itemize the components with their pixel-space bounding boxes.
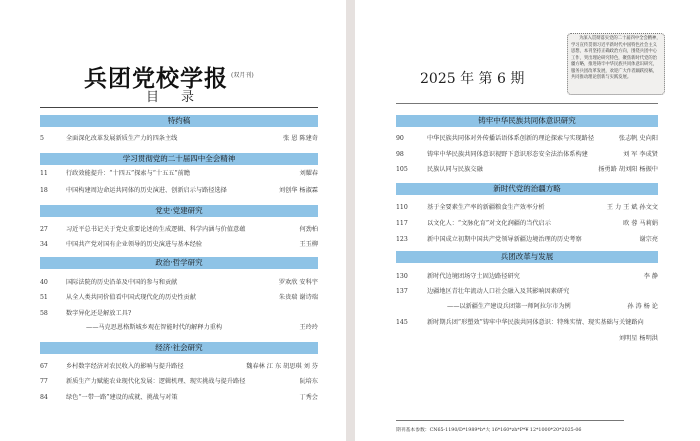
article-authors: 何劲柏 [299, 226, 318, 233]
toc-entry[interactable] [40, 293, 318, 303]
toc-entry[interactable] [396, 219, 658, 229]
article-authors: 刘创华 杨淑霖 [278, 187, 318, 194]
toc-entry[interactable] [396, 134, 658, 144]
toc-entry[interactable] [396, 203, 658, 213]
issue-label: 2025 年 第 6 期 [420, 71, 525, 87]
page-number: 84 [40, 394, 48, 401]
toc-entry[interactable] [396, 318, 658, 328]
right-page [355, 0, 700, 441]
article-authors: 刘明星 杨明洪 [618, 335, 658, 342]
section-header: 兵团改革与发展 [396, 251, 658, 263]
toc-entry[interactable] [396, 287, 658, 297]
article-title: 全面深化改革发展新质生产力的四条主线 [66, 135, 178, 142]
article-title: 中华民族共同体对外传播话语体系创新的理论探索与实现路径 [427, 135, 595, 142]
footer-params: 期刊基本参数：CN65-1190/D*1989*b*大 16*160*zh*P*¥ 12*1000*20*2025-06 [396, 428, 582, 433]
header-rule [40, 107, 318, 108]
article-authors: 张 恩 陈建奇 [283, 135, 318, 142]
page-number: 11 [40, 170, 48, 177]
article-authors: 张志帆 史向阳 [618, 135, 658, 142]
toc-entry[interactable] [40, 169, 318, 179]
toc-heading: 目录 [146, 90, 217, 105]
article-title: 中国共产党对国有企业领导的历史演进与基本经验 [66, 241, 203, 248]
article-title: 边疆地区青壮年流动人口社会融入及其影响因素研究 [427, 288, 570, 295]
article-authors: 谢宗亮 [639, 236, 658, 243]
article-authors: 王玲玲 [299, 324, 318, 331]
footer-rule [396, 420, 624, 421]
article-authors: 孙 涛 杨 论 [627, 303, 658, 310]
article-authors: 扬勇路 胡刘阳 杨振中 [598, 166, 658, 173]
page-number: 58 [40, 310, 48, 317]
article-title: 民族认同与民族交融 [427, 166, 483, 173]
article-authors: 刘耀春 [299, 170, 318, 177]
page-number: 90 [396, 135, 404, 142]
page-number: 40 [40, 279, 48, 286]
toc-entry[interactable] [396, 235, 658, 245]
section-header: 特约稿 [40, 115, 318, 127]
header-rule [396, 103, 658, 104]
page-number: 18 [40, 187, 48, 194]
article-authors: 魏春林 江 东 胡思琪 刘 芬 [246, 363, 318, 370]
left-page [0, 0, 346, 441]
article-authors: 阮培东 [299, 378, 318, 385]
article-title: 铸牢中华民族共同体意识视野下意识形态安全法治体系构建 [427, 151, 588, 158]
article-title: 新时代边境团场守土固边路径研究 [427, 273, 520, 280]
section-header: 新时代党的治疆方略 [396, 183, 658, 195]
toc-entry[interactable] [40, 225, 318, 235]
page-number: 51 [40, 294, 48, 301]
article-title: 行政效能提升：“十四五”探索与“十五五”前瞻 [66, 170, 191, 177]
toc-entry[interactable] [396, 302, 658, 312]
toc-entry[interactable] [40, 323, 318, 333]
page-number: 123 [396, 236, 408, 243]
article-title: 绿色“一带一路”建设的成就、挑战与对策 [66, 394, 178, 401]
article-authors: 李 静 [643, 273, 658, 280]
article-title: 中国构建周边命运共同体的历史演进、创新启示与路径选择 [66, 187, 227, 194]
toc-entry[interactable] [40, 309, 318, 319]
section-header: 经济·社会研究 [40, 342, 318, 354]
section-header: 铸牢中华民族共同体意识研究 [396, 115, 658, 127]
section-header: 政治·哲学研究 [40, 257, 318, 269]
toc-entry[interactable] [40, 362, 318, 372]
article-title: 从全人类共同价值看中国式现代化的历史性贡献 [66, 294, 196, 301]
page-number: 5 [40, 135, 44, 142]
section-header: 学习贯彻党的二十届四中全会精神 [40, 153, 318, 165]
article-authors: 丁秀会 [299, 394, 318, 401]
article-title: 新时期兵团“形塑效”铸牢中华民族共同体意识：特殊实情、现实基础与关键路向 [427, 319, 644, 326]
toc-entry[interactable] [40, 278, 318, 288]
toc-entry[interactable] [40, 134, 318, 144]
article-title: 数字异化还是解放工具? [66, 310, 132, 317]
page-number: 145 [396, 319, 408, 326]
page-number: 67 [40, 363, 48, 370]
article-title: 国际法院的历史沿革及中国的参与和贡献 [66, 279, 178, 286]
article-authors: 欧 蓉 马莉娟 [623, 220, 658, 227]
article-title: 新质生产力赋能农业现代化发展：逻辑机理、现实挑战与提升路径 [66, 378, 246, 385]
article-authors: 罗欢欣 安科宇 [278, 279, 318, 286]
page-number: 98 [396, 151, 404, 158]
page-number: 105 [396, 166, 408, 173]
page-number: 27 [40, 226, 48, 233]
section-header: 党史·党建研究 [40, 205, 318, 217]
article-title: 习近平总书记关于党史重要论述的生成逻辑、科学内涵与价值意蕴 [66, 226, 246, 233]
frequency-label: (双月刊) [231, 72, 254, 79]
article-title: 乡村数字经济对农民收入的影响与提升路径 [66, 363, 184, 370]
page-number: 117 [396, 220, 408, 227]
article-authors: 王 力 王 斌 孙文文 [606, 204, 658, 211]
article-authors: 朱贵瑞 谢诗瑞 [278, 294, 318, 301]
page-number: 130 [396, 273, 408, 280]
toc-entry[interactable] [396, 150, 658, 160]
toc-entry[interactable] [40, 240, 318, 250]
article-title: ——马克思恩格斯城乡观在智能时代的解释力重构 [86, 324, 223, 331]
article-title: ——以新疆生产建设兵团第一师阿拉尔市为例 [447, 303, 571, 310]
toc-entry[interactable] [396, 272, 658, 282]
page-number: 110 [396, 204, 408, 211]
article-title: 基于全要素生产率的新疆粮食生产效率分析 [427, 204, 545, 211]
article-authors: 王玉柳 [299, 241, 318, 248]
toc-entry[interactable] [396, 165, 658, 175]
toc-entry[interactable] [40, 393, 318, 403]
page-number: 34 [40, 241, 48, 248]
journal-title: 兵团党校学报 [84, 65, 228, 92]
toc-entry[interactable] [396, 334, 658, 344]
article-authors: 刘 军 李成贤 [623, 151, 658, 158]
article-title: 以文化人：“文脉化育”对文化润疆的当代启示 [427, 220, 551, 227]
article-title: 新中国成立初期中国共产党领导新疆边境治理的历史考察 [427, 236, 582, 243]
notice-box: 为深入贯彻落实党的二十届四中全会精神，学习宣传贯彻习近平新时代中国特色社会主义思想，本刊坚持正确政治方向，围绕兵团中心工作，突出理论研究特色，聚焦新时代党的治疆方略，推进铸牢中华民族共同体意识研究，服务兵团改革发展，欢迎广大作者踊跃投稿，共同推动理论创新与实践发展。 [567, 33, 665, 95]
toc-entry[interactable] [40, 377, 318, 387]
page-number: 137 [396, 288, 408, 295]
toc-entry[interactable] [40, 186, 318, 196]
page-number: 77 [40, 378, 48, 385]
